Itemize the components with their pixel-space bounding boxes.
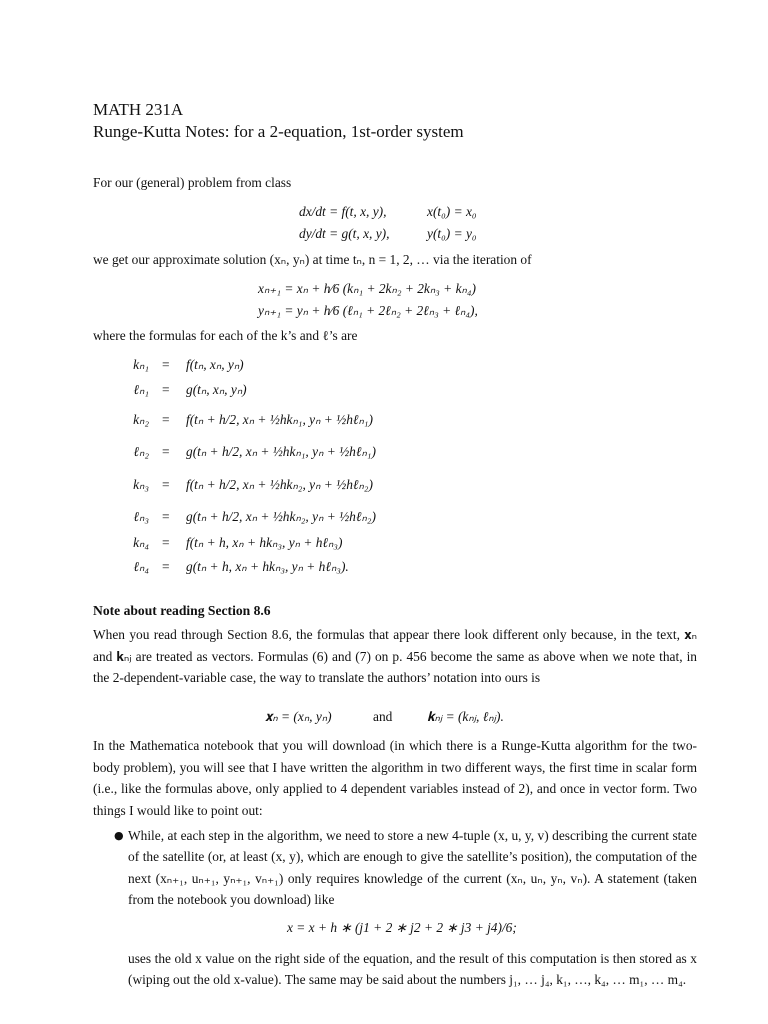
formula-rhs: f(tₙ + h, xₙ + hkₙ₃, yₙ + hℓₙ₃) (186, 535, 343, 550)
equals-sign: = (162, 412, 170, 427)
iteration-text: we get our approximate solution (xₙ, yₙ) at time tₙ, n = 1, 2, … via the iteration of (93, 252, 532, 267)
equals-sign: = (162, 559, 170, 574)
bullet-icon: ● (114, 829, 124, 842)
formula-lhs: ℓₙ₁ (133, 382, 149, 397)
section-heading: Note about reading Section 8.6 (93, 603, 271, 618)
equals-sign: = (162, 509, 170, 524)
equals-sign: = (162, 477, 170, 492)
system-eq-2: dy/dt = g(t, x, y), (299, 226, 390, 241)
vector-eq-and: and (373, 709, 393, 724)
formula-rhs: g(tₙ + h, xₙ + hkₙ₃, yₙ + hℓₙ₃). (186, 559, 349, 574)
intro-text: For our (general) problem from class (93, 175, 292, 190)
formula-rhs: f(tₙ + h/2, xₙ + ½hkₙ₁, yₙ + ½hℓₙ₁) (186, 412, 373, 427)
system-ic-1: x(t₀) = x₀ (427, 204, 477, 219)
section-paragraph-1: When you read through Section 8.6, the formulas that appear there look different only because, in the text, 𝐱ₙ and 𝐤ₙⱼ are treated as vectors. Formulas (6) and (7) on p. 456 become the same as above when we note that, in the 2-dependent-variable case, the way to translate the authors’ notation into ours is (93, 627, 697, 686)
vector-eq-k: 𝐤ₙⱼ = (kₙⱼ, ℓₙⱼ). (427, 709, 504, 724)
equals-sign: = (162, 382, 170, 397)
formula-lhs: ℓₙ₂ (133, 444, 149, 459)
equals-sign: = (162, 535, 170, 550)
system-eq-1: dx/dt = f(t, x, y), (299, 204, 387, 219)
formula-rhs: f(tₙ + h/2, xₙ + ½hkₙ₂, yₙ + ½hℓₙ₂) (186, 477, 373, 492)
formula-lhs: kₙ₄ (133, 535, 149, 550)
bullet-item-1: While, at each step in the algorithm, we need to store a new 4-tuple (x, u, y, v) describing the current state of the satellite (or, at least (x, y), which are enough to give the satellite’s position), the computation of the next (xₙ₊₁, uₙ₊₁, yₙ₊₁, vₙ₊₁) only requires knowledge of the current (xₙ, uₙ, yₙ, vₙ). A statement (taken from the notebook you download) like (128, 828, 697, 908)
course-title: MATH 231A (93, 100, 184, 119)
formula-lhs: kₙ₂ (133, 412, 149, 427)
code-equation: x = x + h ∗ (j1 + 2 ∗ j2 + 2 ∗ j3 + j4)/6; (287, 920, 517, 935)
formula-rhs: f(tₙ, xₙ, yₙ) (186, 357, 244, 372)
vector-eq-x: 𝐱ₙ = (xₙ, yₙ) (265, 709, 332, 724)
formula-rhs: g(tₙ + h/2, xₙ + ½hkₙ₁, yₙ + ½hℓₙ₁) (186, 444, 376, 459)
system-ic-2: y(t₀) = y₀ (427, 226, 477, 241)
formula-lhs: ℓₙ₄ (133, 559, 149, 574)
equals-sign: = (162, 357, 170, 372)
iteration-eq-y: yₙ₊₁ = yₙ + h⁄6 (ℓₙ₁ + 2ℓₙ₂ + 2ℓₙ₃ + ℓₙ₄), (258, 303, 478, 318)
formula-lhs: ℓₙ₃ (133, 509, 149, 524)
formulas-text: where the formulas for each of the k’s and ℓ’s are (93, 328, 358, 343)
section-paragraph-2: In the Mathematica notebook that you will download (in which there is a Runge-Kutta algorithm for the two-body problem), you will see that I have written the algorithm in two different ways, the first time in scalar form (i.e., like the formulas above, only applied to 4 dependent variables instead of 2), and once in vector form. Two things I would like to point out: (93, 738, 697, 818)
formula-rhs: g(tₙ + h/2, xₙ + ½hkₙ₂, yₙ + ½hℓₙ₂) (186, 509, 376, 524)
formula-lhs: kₙ₁ (133, 357, 149, 372)
page-subtitle: Runge-Kutta Notes: for a 2-equation, 1st-order system (93, 122, 464, 141)
formula-lhs: kₙ₃ (133, 477, 149, 492)
formula-rhs: g(tₙ, xₙ, yₙ) (186, 382, 247, 397)
iteration-eq-x: xₙ₊₁ = xₙ + h⁄6 (kₙ₁ + 2kₙ₂ + 2kₙ₃ + kₙ₄) (258, 281, 476, 296)
equals-sign: = (162, 444, 170, 459)
bullet-item-1-continued: uses the old x value on the right side of the equation, and the result of this computation is then stored as x (wiping out the old x-value). The same may be said about the numbers j₁, … j₄, k₁, …, k₄, … m₁, … m₄. (128, 951, 697, 988)
